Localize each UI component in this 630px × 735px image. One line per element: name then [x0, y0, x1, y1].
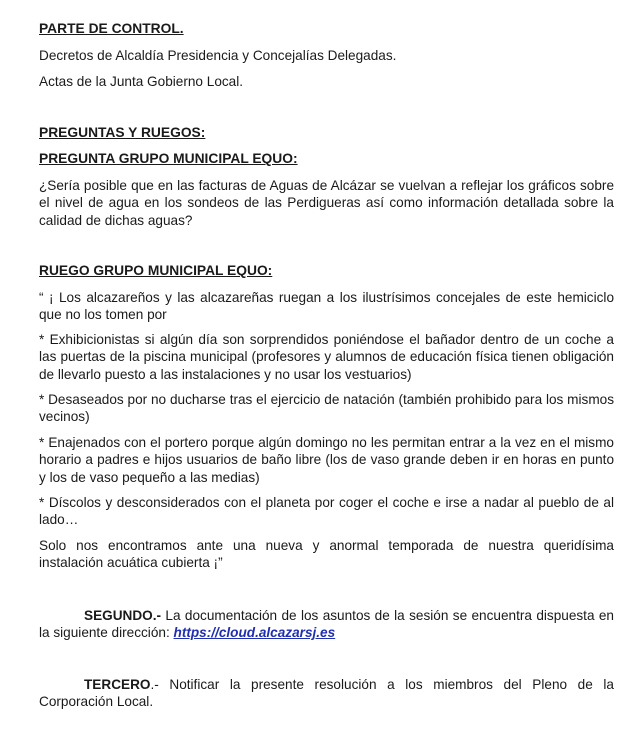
segundo-text: La documentación de los asuntos de la sesión se encuentra dispuesta en la siguiente dirección:: [39, 608, 614, 641]
ruego-closing: Solo nos encontramos ante una nueva y anormal temporada de nuestra queridísima instalación acuática cubierta ¡”: [39, 538, 614, 571]
ruego-item: * Enajenados con el portero porque algún domingo no les permitan entrar a la vez en el mismo horario a padres e hijos usuarios de baño libre (los de vaso grande deben ir en horas en punto y los de vaso pequeño a las medias): [39, 435, 614, 485]
heading-parte-control: PARTE DE CONTROL.: [39, 21, 184, 36]
heading-pregunta-equo: PREGUNTA GRUPO MUNICIPAL EQUO:: [39, 151, 298, 166]
pregunta-text: ¿Sería posible que en las facturas de Aguas de Alcázar se vuelvan a reflejar los gráficos sobre el nivel de agua en los sondeos de las Perdigueras así como información detallada sobre la calidad de dichas aguas?: [39, 178, 614, 228]
segundo-paragraph: [39, 607, 614, 642]
heading-preguntas-ruegos: PREGUNTAS Y RUEGOS:: [39, 125, 206, 140]
tercero-paragraph: [39, 676, 614, 711]
control-item: Actas de la Junta Gobierno Local.: [39, 74, 244, 89]
segundo-label: SEGUNDO.-: [84, 608, 162, 623]
ruego-item: * Exhibicionistas si algún día son sorprendidos poniéndose el bañador dentro de un coche a las puertas de la piscina municipal (profesores y alumnos de educación física tienen obligación de llevarlo puesto a las instalaciones y no usar los vestuarios): [39, 332, 614, 382]
ruego-item: * Desaseados por no ducharse tras el ejercicio de natación (también prohibido para los mismos vecinos): [39, 392, 614, 425]
heading-ruego-equo: RUEGO GRUPO MUNICIPAL EQUO:: [39, 263, 273, 278]
tercero-text: .- Notificar la presente resolución a los miembros del Pleno de la Corporación Local.: [39, 677, 614, 710]
ruego-intro: “ ¡ Los alcazareños y las alcazareñas ruegan a los ilustrísimos concejales de este hemiciclo que no los tomen por: [39, 290, 614, 323]
ruego-item: * Díscolos y desconsiderados con el planeta por coger el coche e irse a nadar al pueblo de al lado…: [39, 495, 614, 528]
control-item: Decretos de Alcaldía Presidencia y Concejalías Delegadas.: [39, 48, 397, 63]
tercero-label: TERCERO: [84, 677, 151, 692]
cloud-link[interactable]: https://cloud.alcazarsj.es: [173, 625, 336, 641]
